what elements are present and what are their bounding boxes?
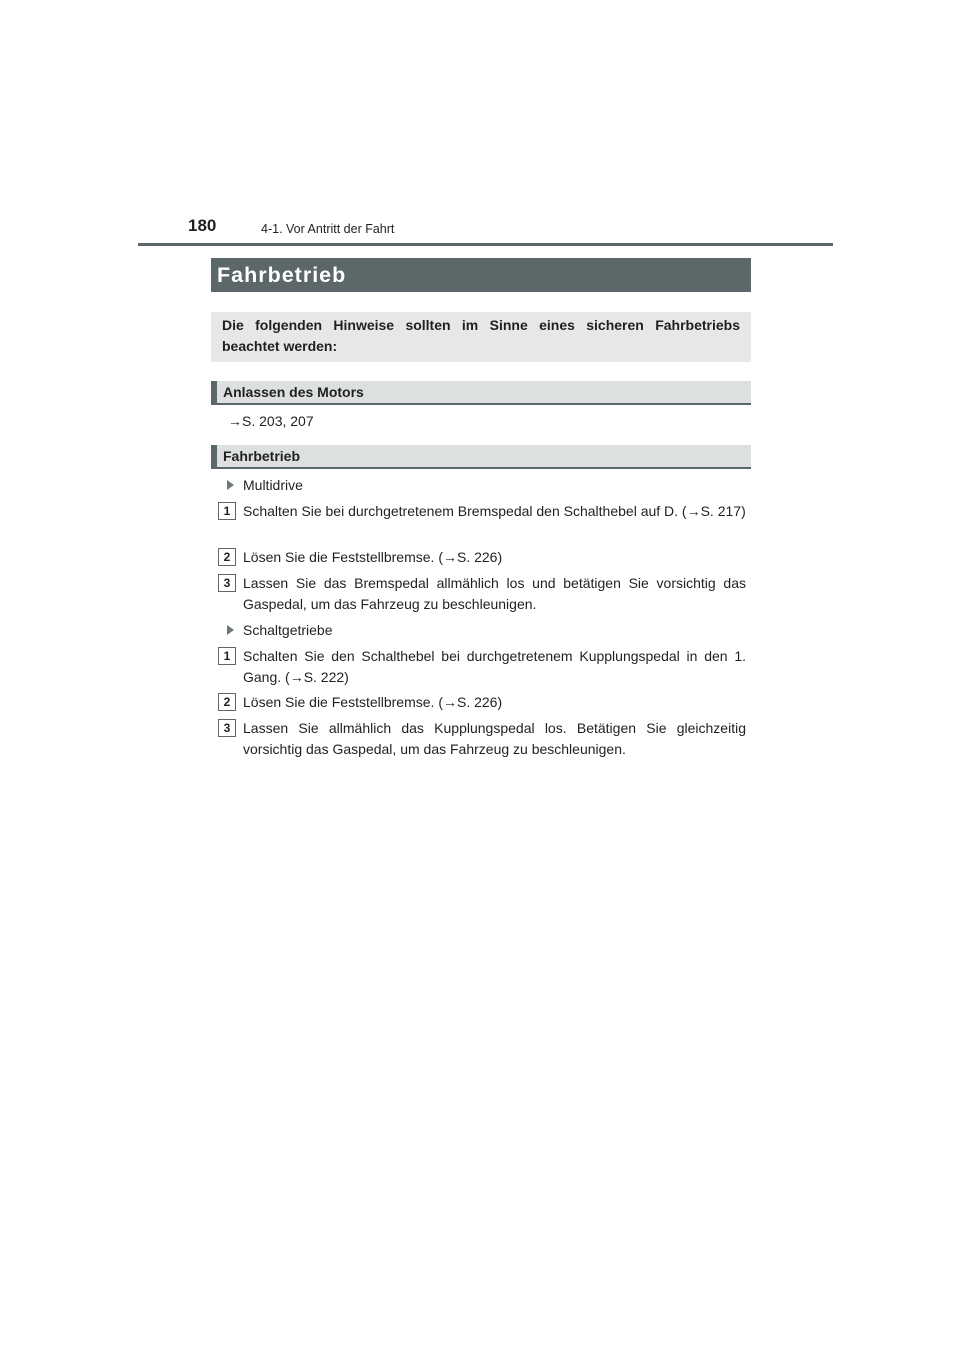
- step-text: Schalten Sie den Schalthebel bei durchgetretenem Kupplungspedal in den 1. Gang. (→S. 222): [243, 648, 746, 685]
- step-number: 1: [218, 502, 236, 520]
- subheading-engine-start: Anlassen des Motors: [211, 381, 751, 405]
- subheading-driving: Fahrbetrieb: [211, 445, 751, 469]
- step-text: Lösen Sie die Feststellbremse. (→S. 226): [243, 549, 503, 565]
- variant-label: Schaltgetriebe: [243, 622, 333, 638]
- page-reference: →S. 203, 207: [228, 413, 314, 429]
- intro-box: Die folgenden Hinweise sollten im Sinne eines sicheren Fahrbetriebs beachtet werden:: [211, 312, 751, 362]
- step-item: [218, 646, 746, 688]
- step-item: [218, 501, 746, 522]
- step-item: [218, 718, 746, 760]
- step-number: 3: [218, 574, 236, 592]
- step-number: 2: [218, 548, 236, 566]
- step-text: Lassen Sie das Bremspedal allmählich los und betätigen Sie vorsichtig das Gaspedal, um das Fahrzeug zu beschleunigen.: [243, 575, 746, 612]
- variant-multidrive: [227, 477, 303, 493]
- page-header: [138, 214, 833, 246]
- triangle-bullet-icon: [227, 625, 234, 635]
- header-rule: [138, 243, 833, 246]
- variant-manual: [227, 622, 333, 638]
- chapter-title: 4-1. Vor Antritt der Fahrt: [261, 222, 395, 236]
- page-number: 180: [188, 216, 217, 235]
- step-text: Lassen Sie allmählich das Kupplungspedal los. Betätigen Sie gleichzeitig vorsichtig das Gaspedal, um das Fahrzeug zu beschleunigen.: [243, 720, 746, 757]
- section-title: Fahrbetrieb: [211, 258, 751, 292]
- step-number: 2: [218, 693, 236, 711]
- step-text: Lösen Sie die Feststellbremse. (→S. 226): [243, 694, 503, 710]
- step-text: Schalten Sie bei durchgetretenem Bremspedal den Schalthebel auf D. (→S. 217): [243, 503, 746, 519]
- triangle-bullet-icon: [227, 480, 234, 490]
- step-item: [218, 547, 746, 568]
- step-item: [218, 573, 746, 615]
- variant-label: Multidrive: [243, 477, 303, 493]
- step-item: [218, 692, 746, 713]
- step-number: 3: [218, 719, 236, 737]
- step-number: 1: [218, 647, 236, 665]
